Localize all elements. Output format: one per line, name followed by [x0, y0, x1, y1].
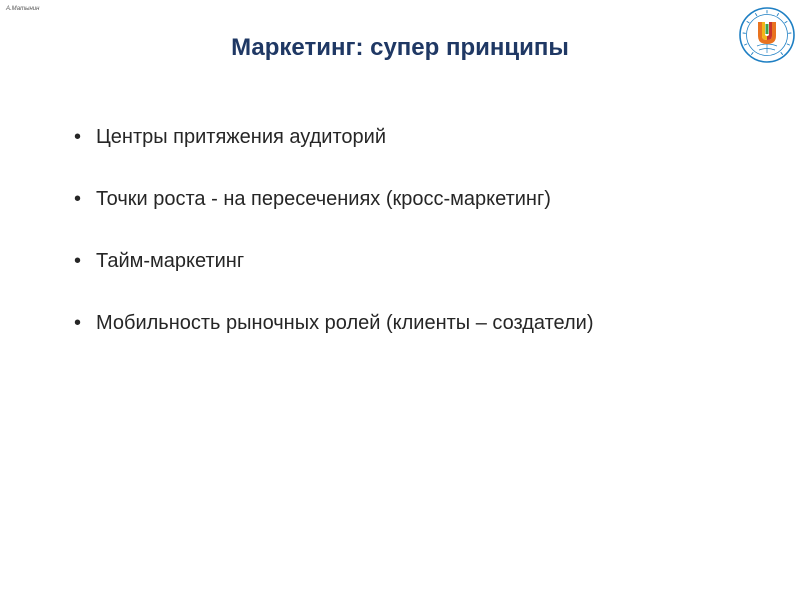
bullet-marker: •: [74, 312, 82, 334]
bullet-text: Точки роста - на пересечениях (кросс-маркетинг): [96, 188, 551, 210]
university-emblem-icon: [738, 6, 796, 64]
bullet-text: Центры притяжения аудиторий: [96, 126, 386, 148]
logo-graphic: [738, 6, 796, 64]
bullet-item: [74, 184, 754, 214]
slide-title: Маркетинг: супер принципы: [231, 34, 569, 61]
bullet-item: [74, 122, 754, 152]
author-mark: А.Матынин: [6, 6, 40, 12]
bullet-text: Мобильность рыночных ролей (клиенты – создатели): [96, 312, 594, 334]
bullet-text: Тайм-маркетинг: [96, 250, 245, 272]
bullet-marker: •: [74, 126, 82, 148]
bullet-marker: •: [74, 188, 82, 210]
bullet-item: [74, 308, 754, 338]
bullet-marker: •: [74, 250, 82, 272]
bullet-item: [74, 246, 754, 276]
bullet-list: [74, 122, 754, 370]
